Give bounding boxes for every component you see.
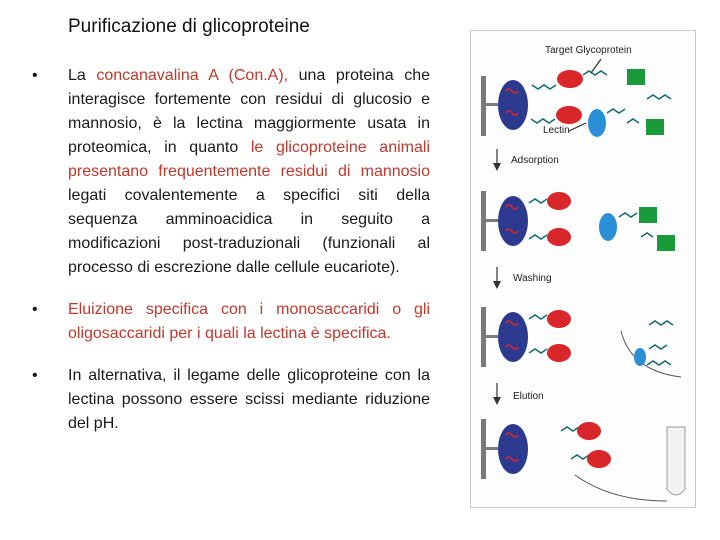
stage-washed <box>481 307 681 377</box>
bead <box>498 196 528 246</box>
text-segment: legati covalentemente a specifici siti della sequenza amminoacidica in seguito a modificazioni post-traduzionali (funzionali al processo di escrezione dalle cellule eucariote). <box>68 187 430 276</box>
glycoprotein-icon <box>577 422 601 440</box>
label-adsorption: Adsorption <box>511 155 559 166</box>
sugar-chain-icon <box>641 233 653 237</box>
contaminant-protein-icon <box>639 207 657 223</box>
step-adsorption <box>493 149 559 171</box>
stage-initial <box>481 45 671 137</box>
support-arm <box>486 447 498 450</box>
bullet-marker: • <box>32 367 38 384</box>
label-elution: Elution <box>513 391 544 402</box>
sugar-chain-icon <box>529 199 547 203</box>
bullet-item <box>30 298 430 346</box>
sugar-chain-icon <box>531 119 555 123</box>
sugar-chain-icon <box>649 345 667 349</box>
contaminant-protein-icon <box>646 119 664 135</box>
lectin-icon <box>599 213 617 241</box>
bullet-marker: • <box>32 67 38 84</box>
glycoprotein-icon <box>587 450 611 468</box>
text-segment: La <box>68 67 97 84</box>
highlight-concanavalina: concanavalina A (Con.A), <box>96 67 289 84</box>
highlight-eluizione: Eluizione specifica con i monosaccaridi o gli oligosaccaridi per i quali la lectina è specifica. <box>68 301 430 342</box>
text-segment: In alternativa, il legame delle glicoproteine con la lectina possono essere scissi mediante riduzione del pH. <box>68 367 430 432</box>
label-lectin: Lectin <box>543 125 570 136</box>
glycoprotein-icon <box>547 228 571 246</box>
label-washing: Washing <box>513 273 552 284</box>
bullet-text <box>68 298 430 346</box>
sugar-chain-icon <box>627 119 639 123</box>
sugar-chain-icon <box>532 85 556 89</box>
bullet-item <box>30 364 430 436</box>
lectin-icon <box>634 348 646 366</box>
glycoprotein-icon <box>547 192 571 210</box>
glycoprotein-icon <box>547 344 571 362</box>
down-arrow-head-icon <box>493 281 501 289</box>
contaminant-protein-icon <box>627 69 645 85</box>
sugar-chain-icon <box>529 349 547 353</box>
bullet-text <box>68 364 430 436</box>
glycoprotein-icon <box>557 70 583 88</box>
bead <box>498 312 528 362</box>
label-target-glycoprotein: Target Glycoprotein <box>545 45 632 56</box>
slide-title: Purificazione di glicoproteine <box>68 16 310 37</box>
bullet-item <box>30 64 430 280</box>
bead <box>498 424 528 474</box>
sugar-chain-icon <box>607 109 625 113</box>
step-elution <box>493 383 544 405</box>
down-arrow-head-icon <box>493 163 501 171</box>
glycoprotein-icon <box>556 106 582 124</box>
highlight-glicoproteine: le glicoproteine animali presentano frequentemente residui di mannosio <box>68 139 430 180</box>
bullet-list <box>30 64 430 454</box>
down-arrow-head-icon <box>493 397 501 405</box>
support-bar <box>481 191 486 251</box>
sugar-chain-icon <box>529 235 547 239</box>
sugar-chain-icon <box>529 315 547 319</box>
target-pointer <box>591 59 601 73</box>
lectin-pointer <box>569 123 586 131</box>
stage-adsorbed <box>481 191 675 251</box>
bead <box>498 80 528 130</box>
sugar-chain-icon <box>647 95 671 99</box>
support-arm <box>486 219 498 222</box>
glycoprotein-icon <box>547 310 571 328</box>
sugar-chain-icon <box>619 213 637 217</box>
bullet-marker: • <box>32 301 38 318</box>
contaminant-protein-icon <box>657 235 675 251</box>
wash-flow-curve <box>621 331 681 377</box>
sugar-chain-icon <box>649 321 673 325</box>
support-arm <box>486 103 498 106</box>
elution-flow-curve <box>575 475 667 501</box>
bullet-text <box>68 64 430 280</box>
lectin-icon <box>588 109 606 137</box>
collection-tube-icon <box>667 427 685 495</box>
support-arm <box>486 335 498 338</box>
sugar-chain-icon <box>561 427 579 431</box>
text-segment: una proteina che interagisce fortemente con residui di glucosio e mannosio, è la lectina maggiormente usata in proteomica, in quanto <box>68 67 430 156</box>
affinity-chromatography-figure <box>470 30 696 508</box>
figure-svg <box>471 31 695 507</box>
step-washing <box>493 267 552 289</box>
support-bar <box>481 307 486 367</box>
support-bar <box>481 76 486 136</box>
sugar-chain-icon <box>647 361 671 365</box>
sugar-chain-icon <box>583 71 607 75</box>
support-bar <box>481 419 486 479</box>
stage-eluted <box>481 419 685 501</box>
sugar-chain-icon <box>571 455 589 459</box>
